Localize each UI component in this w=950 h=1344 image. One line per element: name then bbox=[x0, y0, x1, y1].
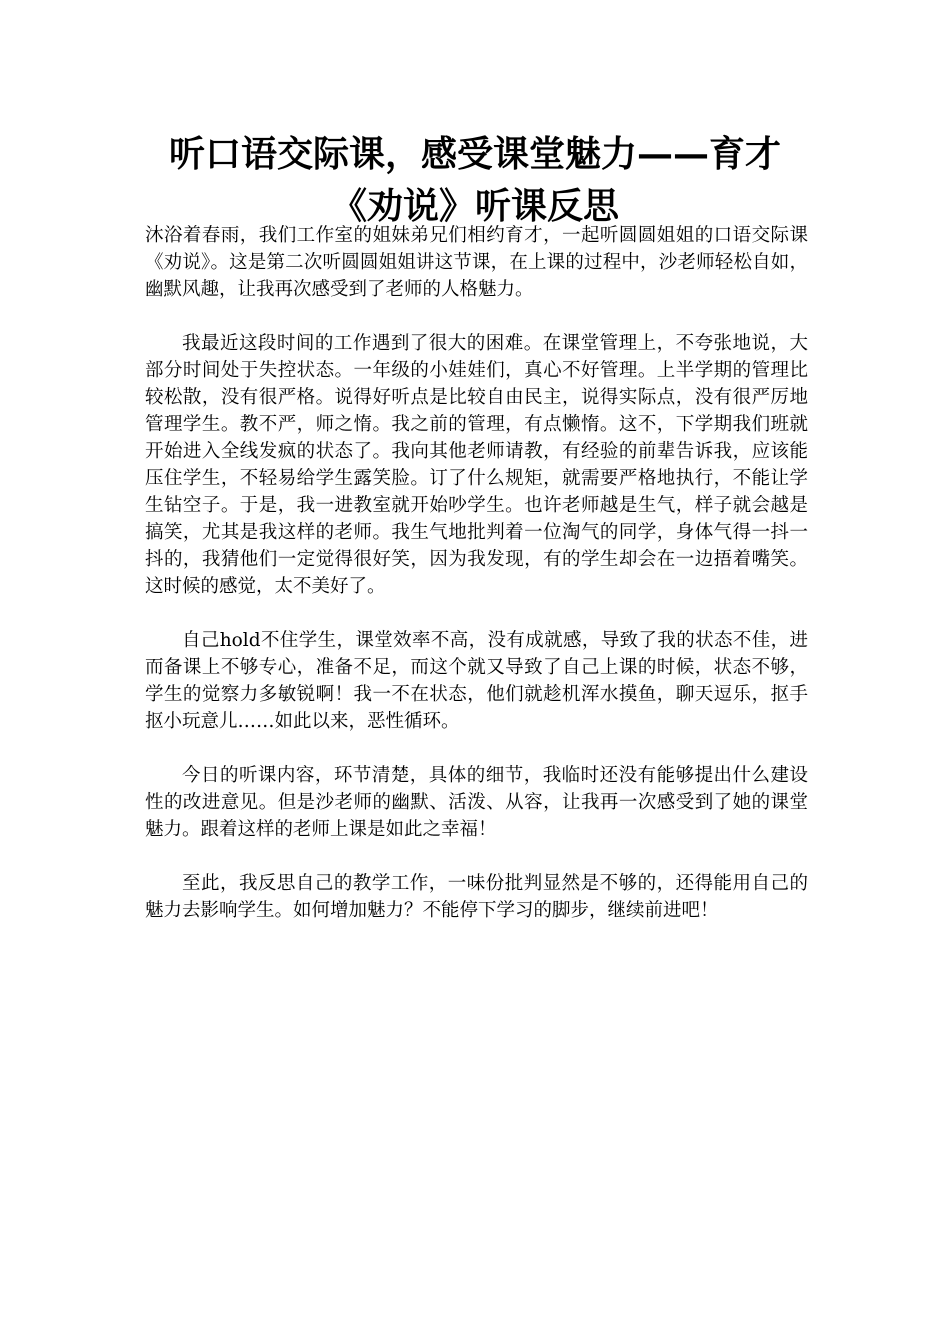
document-title: 听口语交际课，感受课堂魅力——育才《劝说》听课反思 bbox=[168, 133, 781, 227]
paragraph-5: 至此，我反思自己的教学工作，一味份批判显然是不够的，还得能用自己的魅力去影响学生。如何增加魅力？不能停下学习的脚步，继续前进吧！ bbox=[145, 873, 808, 921]
paragraph-4: 今日的听课内容，环节清楚，具体的细节，我临时还没有能够提出什么建设性的改进意见。但是沙老师的幽默、活泼、从容，让我再一次感受到了她的课堂魅力。跟着这样的老师上课是如此之幸福！ bbox=[145, 765, 808, 840]
document-body bbox=[145, 222, 808, 951]
paragraph-1: 沐浴着春雨，我们工作室的姐妹弟兄们相约育才，一起听圆圆姐姐的口语交际课《劝说》。这是第二次听圆圆姐姐讲这节课，在上课的过程中，沙老师轻松自如，幽默风趣，让我再次感受到了老师的人格魅力。 bbox=[145, 225, 808, 300]
paragraph-3: 自己hold不住学生，课堂效率不高，没有成就感，导致了我的状态不佳，进而备课上不够专心，准备不足，而这个就又导致了自己上课的时候，状态不够，学生的觉察力多敏锐啊！我一不在状态，他们就趁机浑水摸鱼，聊天逗乐，抠手抠小玩意儿……如此以来，恶性循环。 bbox=[145, 630, 808, 732]
paragraph-2: 我最近这段时间的工作遇到了很大的困难。在课堂管理上，不夸张地说，大部分时间处于失控状态。一年级的小娃娃们，真心不好管理。上半学期的管理比较松散，没有很严格。说得好听点是比较自由民主，说得实际点，没有很严厉地管理学生。教不严，师之惰。我之前的管理，有点懒惰。这不，下学期我们班就开始进入全线发疯的状态了。我向其他老师请教，有经验的前辈告诉我，应该能压住学生，不轻易给学生露笑脸。订了什么规矩，就需要严格地执行，不能让学生钻空子。于是，我一进教室就开始吵学生。也许老师越是生气，样子就会越是搞笑，尤其是我这样的老师。我生气地批判着一位淘气的同学，身体气得一抖一抖的，我猜他们一定觉得很好笑，因为我发现，有的学生却会在一边捂着嘴笑。这时候的感觉，太不美好了。 bbox=[145, 333, 808, 597]
